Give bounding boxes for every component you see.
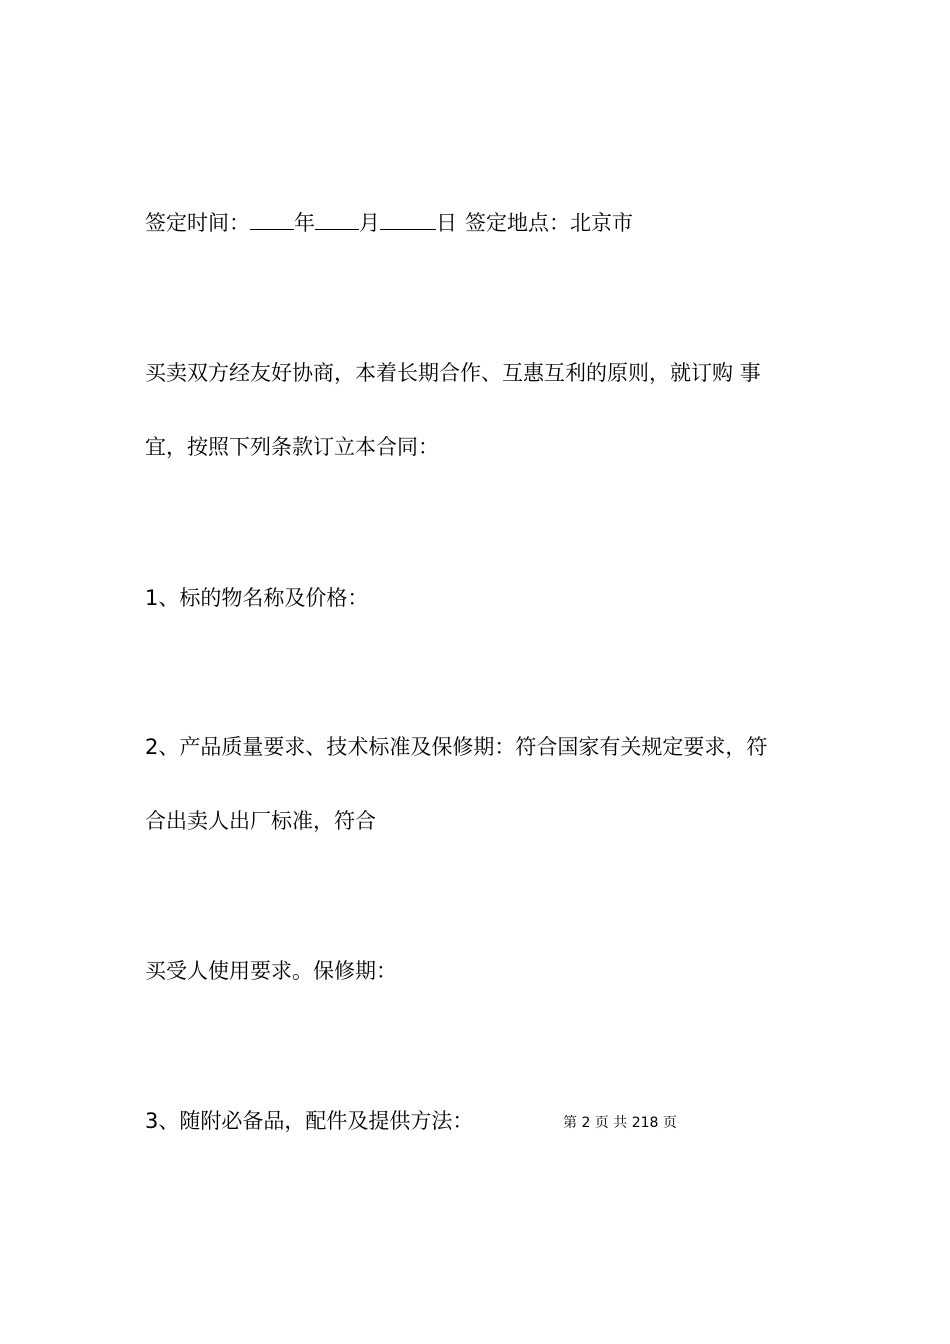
clause-2-line-1: 2、产品质量要求、技术标准及保修期：符合国家有关规定要求，符 [145, 735, 768, 759]
month-label: 月 [359, 211, 380, 235]
year-label: 年 [294, 211, 315, 235]
clause-1: 1、标的物名称及价格： [145, 586, 369, 610]
day-label: 日 [436, 211, 457, 235]
clause-2-line-2: 合出卖人出厂标准，符合 [145, 809, 376, 833]
month-blank [315, 209, 359, 230]
sign-time-label: 签定时间： [145, 211, 250, 235]
page-number: 第 2 页 共 218 页 [563, 1115, 677, 1131]
clause-2-line-3: 买受人使用要求。保修期： [145, 959, 397, 983]
day-blank [380, 209, 436, 230]
sign-place-label: 签定地点： [465, 211, 570, 235]
intro-line-2: 宜，按照下列条款订立本合同： [145, 435, 439, 459]
clause-3: 3、随附必备品，配件及提供方法： [145, 1109, 474, 1133]
intro-line-1: 买卖双方经友好协商，本着长期合作、互惠互利的原则，就订购 事 [145, 361, 761, 385]
sign-info-line [145, 209, 633, 237]
sign-place-value: 北京市 [570, 211, 633, 235]
year-blank [250, 209, 294, 230]
